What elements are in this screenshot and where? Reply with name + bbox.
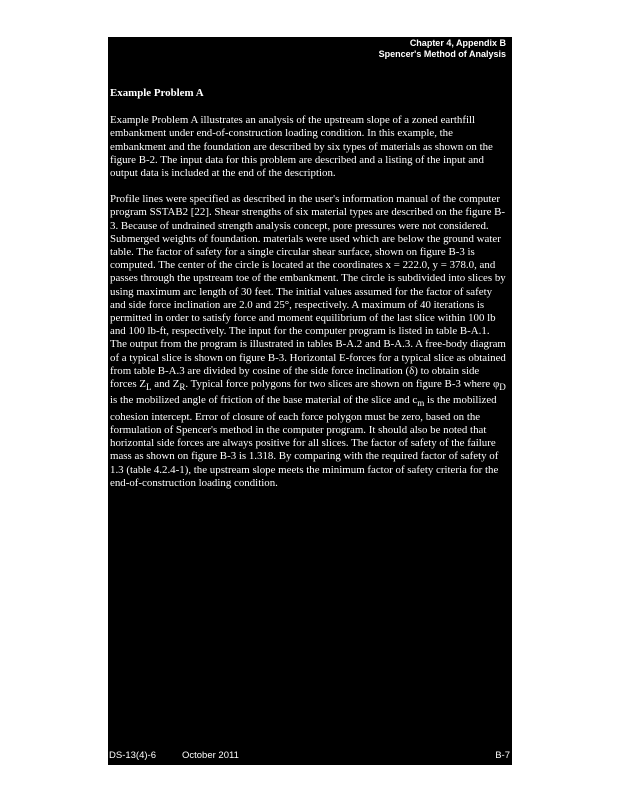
paragraph-analysis-text-2: and Z [151,378,180,391]
page-footer [109,750,510,762]
subscript-l: L [145,382,152,393]
paragraph-analysis-text-5: is the mobilized cohesion intercept. Error of closure of each force polygon must be zero, based on the formulation of Spencer's method in the computer program. It should also be noted that horizontal side forces are always positive for all slices. The factor of safety of the failure mass as shown on figure B-3 is 1.318. By comparing with the required factor of safety of 1.3 (table 4.2.4-1), the upstream slope meets the minimum factor of safety criteria for the end-of-construction loading condition. [110,394,499,489]
subscript-d: D [499,382,506,393]
section-title: Example Problem A [110,87,204,99]
publication-date: October 2011 [182,750,239,761]
subscript-m: m [417,398,425,409]
document-page [108,37,512,765]
document-id: DS-13(4)-6 [109,750,156,761]
appendix-subheading: Spencer's Method of Analysis [378,49,506,59]
page-number: B-7 [495,750,510,761]
paragraph-intro: Example Problem A illustrates an analysis of the upstream slope of a zoned earthfill embankment under end-of-construction loading condition. In this example, the embankment and the foundation are described by six types of materials as shown on the figure B-2. The input data for this problem are described and a listing of the input and output data is included at the end of the description. [110,114,493,180]
paragraph-analysis-text-1: Profile lines were specified as described in the user's information manual of the computer program SSTAB2 [22]. Shear strengths of six material types are described on the figure B-3. Because of undrained strength analysis concept, pore pressures were not considered. Submerged weights of foundation. materials were used which are below the ground water table. The factor of safety for a single circular shear surface, shown on figure B-3 is computed. The center of the circle is located at the coordinates x = 222.0, y = 378.0, and passes through the upstream toe of the embankment. The circle is subdivided into slices by using maximum arc length of 30 feet. The initial values assumed for the factor of safety and side force inclination are 2.0 and 25°, respectively. A maximum of 40 iterations is permitted in order to satisfy force and moment equilibrium of the last slice within 100 lb and 100 lb-ft, respectively. The input for the computer program is listed in table B-A.1. The output from the program is illustrated in tables B-A.2 and B-A.3. A free-body diagram of a typical slice is shown on figure B-3. Horizontal E-forces for a typical slice as obtained from table B-A.3 are divided by cosine of the side force inclination (δ) to obtain side forces Z [110,193,506,391]
paragraph-analysis-text-4: is the mobilized angle of friction of the base material of the slice and c [110,394,418,407]
body-text [110,87,508,503]
paragraph-analysis [110,193,508,490]
chapter-heading: Chapter 4, Appendix B [409,38,506,48]
subscript-r: R [179,382,186,393]
paragraph-analysis-text-3: . Typical force polygons for two slices are shown on figure B-3 where φ [185,378,500,391]
running-header [379,38,506,60]
